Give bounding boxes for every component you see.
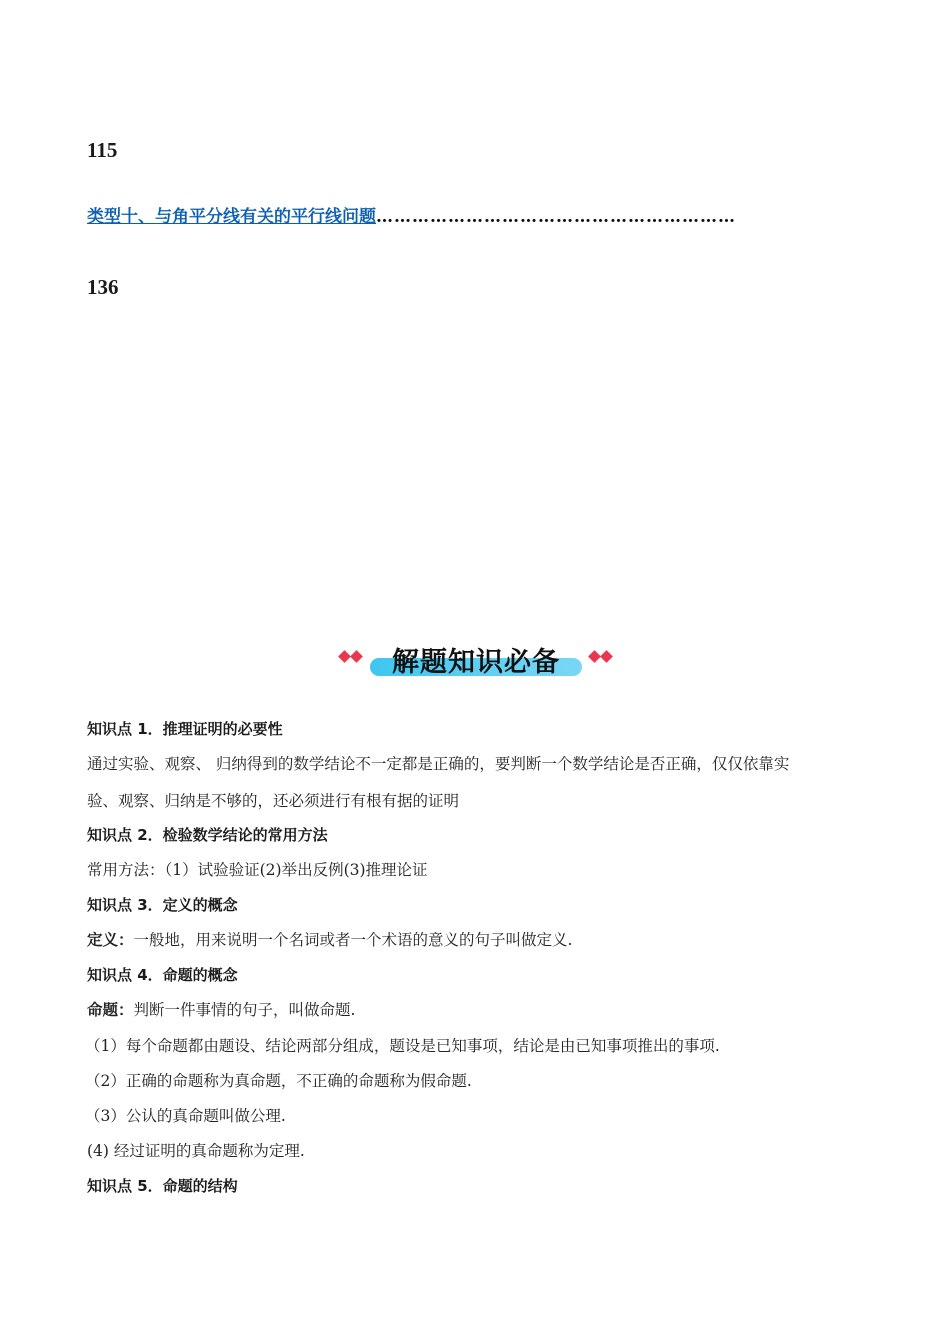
paragraph [87, 998, 355, 1020]
section-heading: 知识点 4．命题的概念 [87, 966, 238, 984]
paragraph: 通过实验、观察、 归纳得到的数学结论不一定都是正确的，要判断一个数学结论是否正确，仅仅依靠实 [87, 755, 790, 773]
toc-entry[interactable] [87, 202, 847, 227]
section-banner [334, 638, 618, 682]
toc-page-number: 115 [87, 138, 118, 162]
section-heading: 知识点 2．检验数学结论的常用方法 [87, 826, 328, 844]
toc-leader-dots: …………………………………………………… [376, 207, 736, 227]
diamond-icon [588, 650, 601, 663]
section-heading: 知识点 1．推理证明的必要性 [87, 720, 283, 738]
diamond-icon [338, 650, 351, 663]
list-item: （3）公认的真命题叫做公理. [85, 1107, 286, 1125]
paragraph [87, 928, 572, 950]
toc-page-number: 136 [87, 275, 119, 299]
section-heading: 知识点 5．命题的结构 [87, 1177, 238, 1195]
paragraph: 常用方法：（1）试验验证(2)举出反例(3)推理论证 [87, 861, 428, 879]
paragraph: 验、观察、归纳是不够的，还必须进行有根有据的证明 [87, 792, 460, 810]
list-item: （1）每个命题都由题设、结论两部分组成，题设是已知事项，结论是由已知事项推出的事项. [85, 1037, 720, 1055]
definition-text: 判断一件事情的句子，叫做命题. [133, 1001, 356, 1019]
term-label: 命题： [87, 1001, 134, 1019]
diamond-icon [350, 650, 363, 663]
diamond-icon [600, 650, 613, 663]
term-label: 定义： [87, 931, 134, 949]
list-item: （2）正确的命题称为真命题，不正确的命题称为假命题. [85, 1072, 472, 1090]
definition-text: 一般地，用来说明一个名词或者一个术语的意义的句子叫做定义. [133, 931, 573, 949]
section-heading: 知识点 3．定义的概念 [87, 896, 238, 914]
list-item: (4) 经过证明的真命题称为定理. [87, 1142, 305, 1160]
toc-link-type-10[interactable]: 类型十、与角平分线有关的平行线问题 [87, 207, 376, 227]
banner-title: 解题知识必备 [392, 647, 560, 678]
